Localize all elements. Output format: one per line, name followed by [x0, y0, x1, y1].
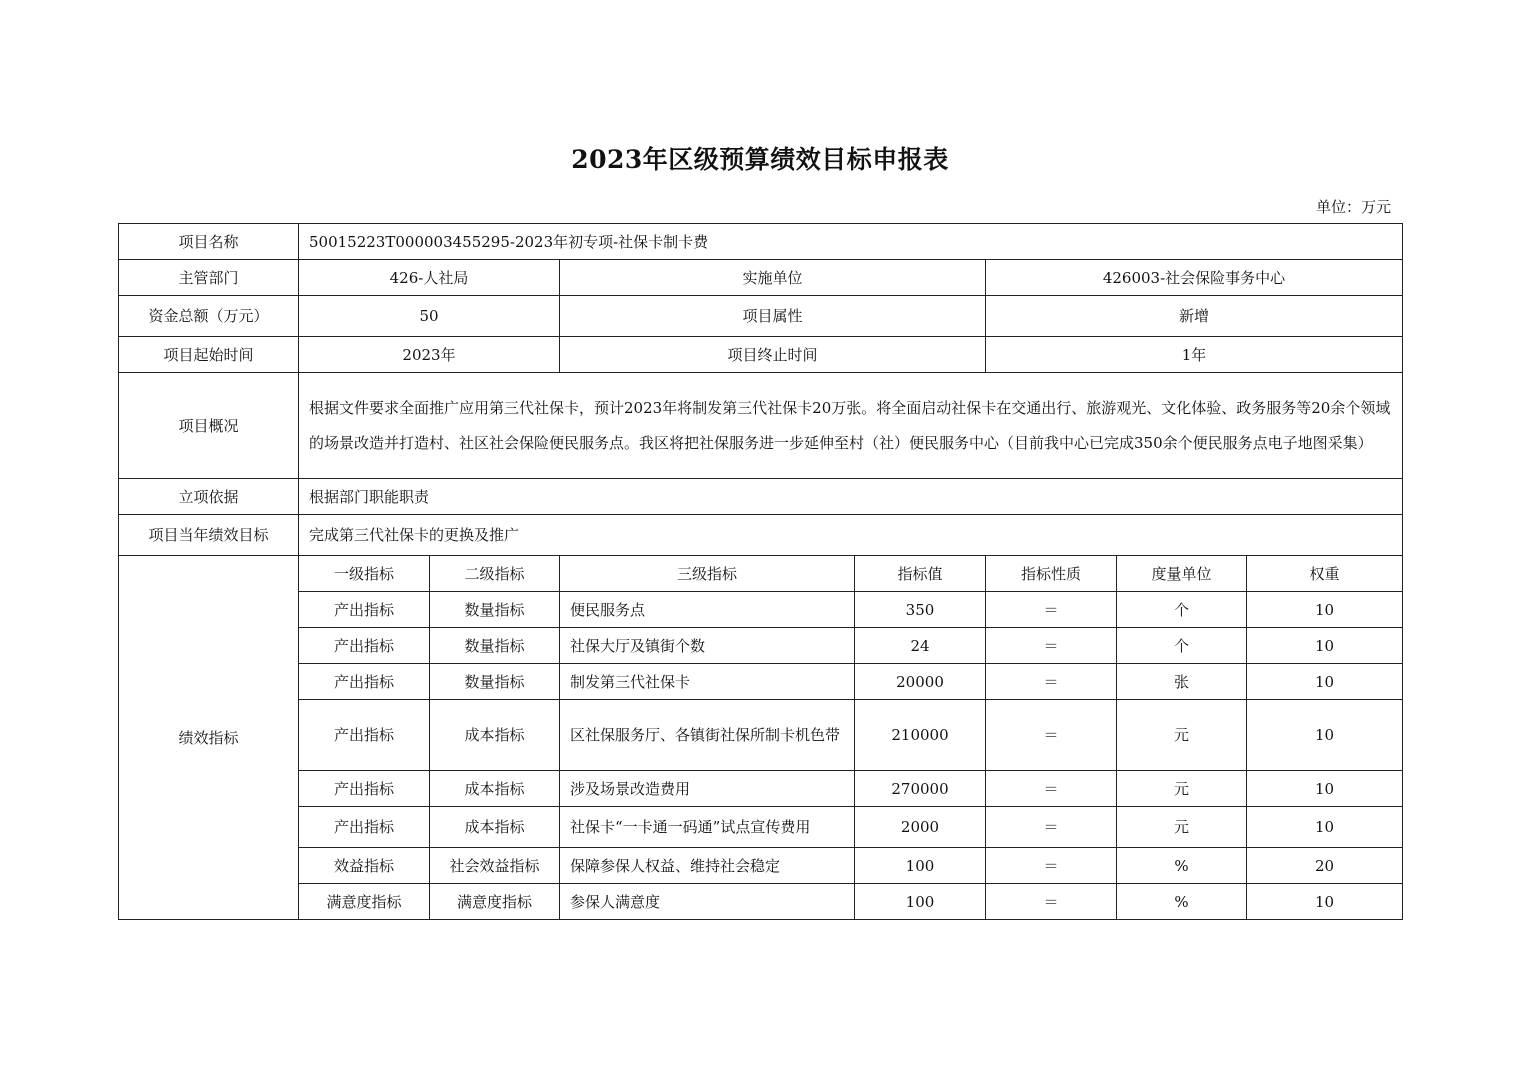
row-project-name: [119, 224, 1403, 260]
performance-target-table: [118, 223, 1403, 920]
indicator-value: 210000: [855, 700, 986, 771]
end-time-label: 项目终止时间: [560, 337, 986, 373]
indicator-level1: 产出指标: [299, 700, 430, 771]
indicator-value: 100: [855, 884, 986, 920]
indicator-value: 100: [855, 848, 986, 884]
indicator-level1: 效益指标: [299, 848, 430, 884]
indicator-level2: 满意度指标: [430, 884, 560, 920]
indicator-nature: ＝: [986, 884, 1117, 920]
header-level3: 三级指标: [560, 556, 855, 592]
implementing-unit-value: 426003-社会保险事务中心: [986, 260, 1403, 296]
indicator-value: 20000: [855, 664, 986, 700]
indicator-weight: 10: [1247, 664, 1403, 700]
annual-goal-label: 项目当年绩效目标: [119, 515, 299, 556]
indicator-level1: 产出指标: [299, 771, 430, 807]
end-time-value: 1年: [986, 337, 1403, 373]
row-department: [119, 260, 1403, 296]
indicator-weight: 20: [1247, 848, 1403, 884]
table-row: [119, 628, 1403, 664]
indicator-nature: ＝: [986, 628, 1117, 664]
indicator-value: 2000: [855, 807, 986, 848]
fund-total-value: 50: [299, 296, 560, 337]
fund-total-label: 资金总额（万元）: [119, 296, 299, 337]
indicator-weight: 10: [1247, 700, 1403, 771]
indicator-nature: ＝: [986, 700, 1117, 771]
table-row: [119, 884, 1403, 920]
table-row: [119, 807, 1403, 848]
indicator-weight: 10: [1247, 807, 1403, 848]
indicator-value: 270000: [855, 771, 986, 807]
row-goal: [119, 515, 1403, 556]
overview-value: 根据文件要求全面推广应用第三代社保卡，预计2023年将制发第三代社保卡20万张。将全面启动社保卡在交通出行、旅游观光、文化体验、政务服务等20余个领域的场景改造并打造村、社区社会保险便民服务点。我区将把社保服务进一步延伸至村（社）便民服务中心（目前我中心已完成350余个便民服务点电子地图采集）: [299, 373, 1403, 479]
indicator-level3: 参保人满意度: [560, 884, 855, 920]
indicator-level1: 产出指标: [299, 664, 430, 700]
table-row: [119, 848, 1403, 884]
row-basis: [119, 479, 1403, 515]
table-row: [119, 771, 1403, 807]
table-row: [119, 664, 1403, 700]
header-weight: 权重: [1247, 556, 1403, 592]
indicator-unit: 元: [1117, 771, 1247, 807]
header-level2: 二级指标: [430, 556, 560, 592]
department-label: 主管部门: [119, 260, 299, 296]
row-fund: [119, 296, 1403, 337]
header-unit: 度量单位: [1117, 556, 1247, 592]
indicator-level3: 社保卡“一卡通一码通”试点宣传费用: [560, 807, 855, 848]
indicator-nature: ＝: [986, 848, 1117, 884]
project-name-label: 项目名称: [119, 224, 299, 260]
indicator-unit: %: [1117, 848, 1247, 884]
indicator-unit: 元: [1117, 807, 1247, 848]
indicator-nature: ＝: [986, 664, 1117, 700]
indicator-unit: 个: [1117, 592, 1247, 628]
indicator-nature: ＝: [986, 771, 1117, 807]
indicator-level2: 成本指标: [430, 771, 560, 807]
indicator-level2: 成本指标: [430, 807, 560, 848]
row-overview: [119, 373, 1403, 479]
implementing-unit-label: 实施单位: [560, 260, 986, 296]
table-row: [119, 700, 1403, 771]
department-value: 426-人社局: [299, 260, 560, 296]
indicator-level1: 产出指标: [299, 628, 430, 664]
project-attribute-value: 新增: [986, 296, 1403, 337]
project-name-value: 50015223T000003455295-2023年初专项-社保卡制卡费: [299, 224, 1403, 260]
indicator-unit: 个: [1117, 628, 1247, 664]
indicator-level2: 数量指标: [430, 664, 560, 700]
header-value: 指标值: [855, 556, 986, 592]
indicator-weight: 10: [1247, 884, 1403, 920]
indicator-level1: 满意度指标: [299, 884, 430, 920]
indicator-weight: 10: [1247, 592, 1403, 628]
indicator-nature: ＝: [986, 807, 1117, 848]
indicator-weight: 10: [1247, 628, 1403, 664]
start-time-value: 2023年: [299, 337, 560, 373]
indicator-level2: 成本指标: [430, 700, 560, 771]
overview-label: 项目概况: [119, 373, 299, 479]
indicator-level3: 涉及场景改造费用: [560, 771, 855, 807]
basis-value: 根据部门职能职责: [299, 479, 1403, 515]
indicator-weight: 10: [1247, 771, 1403, 807]
header-level1: 一级指标: [299, 556, 430, 592]
indicator-level1: 产出指标: [299, 592, 430, 628]
header-nature: 指标性质: [986, 556, 1117, 592]
row-time: [119, 337, 1403, 373]
annual-goal-value: 完成第三代社保卡的更换及推广: [299, 515, 1403, 556]
start-time-label: 项目起始时间: [119, 337, 299, 373]
indicator-header-row: [119, 556, 1403, 592]
table-row: [119, 592, 1403, 628]
indicator-level3: 区社保服务厅、各镇街社保所制卡机色带: [560, 700, 855, 771]
basis-label: 立项依据: [119, 479, 299, 515]
indicator-level2: 数量指标: [430, 592, 560, 628]
indicator-unit: %: [1117, 884, 1247, 920]
indicator-level3: 制发第三代社保卡: [560, 664, 855, 700]
indicator-level1: 产出指标: [299, 807, 430, 848]
indicator-level3: 保障参保人权益、维持社会稳定: [560, 848, 855, 884]
indicator-unit: 张: [1117, 664, 1247, 700]
indicator-level3: 社保大厅及镇街个数: [560, 628, 855, 664]
page-title: 2023年区级预算绩效目标申报表: [571, 145, 949, 174]
indicator-nature: ＝: [986, 592, 1117, 628]
indicators-section-label: 绩效指标: [119, 556, 299, 920]
indicator-unit: 元: [1117, 700, 1247, 771]
indicator-value: 24: [855, 628, 986, 664]
indicator-value: 350: [855, 592, 986, 628]
indicator-level2: 数量指标: [430, 628, 560, 664]
indicator-level3: 便民服务点: [560, 592, 855, 628]
indicator-level2: 社会效益指标: [430, 848, 560, 884]
project-attribute-label: 项目属性: [560, 296, 986, 337]
unit-label: 单位：万元: [1315, 198, 1391, 216]
